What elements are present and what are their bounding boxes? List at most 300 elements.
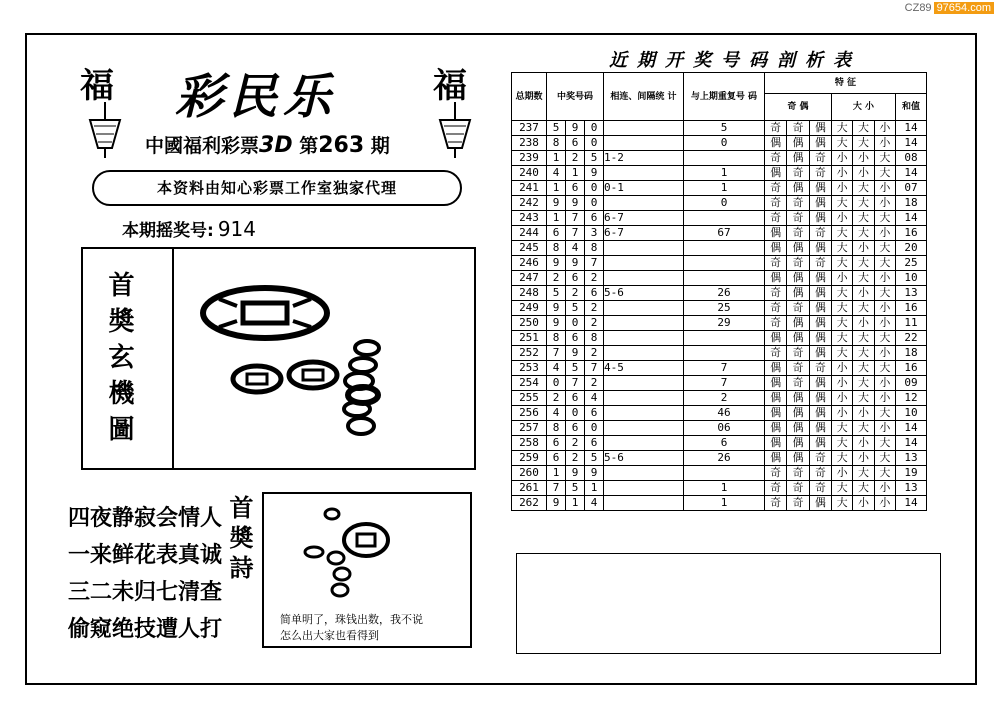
digit-cell: 7 — [566, 226, 585, 241]
odd-even-cell: 偶 — [809, 121, 831, 136]
hint-note: 简单明了，珠钱出数，我不说 怎么出大家也看得到 — [280, 613, 423, 642]
adjacent-cell: 6-7 — [604, 211, 684, 226]
issue-cell: 252 — [512, 346, 547, 361]
digit-cell: 4 — [585, 391, 604, 406]
table-row — [512, 256, 927, 271]
odd-even-cell: 偶 — [765, 421, 787, 436]
fu-right: 福 — [433, 66, 467, 106]
repeat-cell — [684, 331, 765, 346]
odd-even-cell: 奇 — [787, 211, 809, 226]
digit-cell: 1 — [585, 481, 604, 496]
digit-cell: 9 — [566, 346, 585, 361]
adjacent-cell: 0-1 — [604, 181, 684, 196]
issue-cell: 257 — [512, 421, 547, 436]
big-small-cell: 大 — [874, 466, 895, 481]
big-small-cell: 小 — [832, 376, 853, 391]
big-small-cell: 大 — [853, 301, 874, 316]
issue-cell: 246 — [512, 256, 547, 271]
odd-even-cell: 奇 — [765, 151, 787, 166]
table-row — [512, 376, 927, 391]
big-small-cell: 大 — [874, 331, 895, 346]
odd-even-cell: 奇 — [787, 226, 809, 241]
digit-cell: 3 — [585, 226, 604, 241]
digit-cell: 9 — [547, 316, 566, 331]
adjacent-cell — [604, 421, 684, 436]
draw-number-line: 本期摇奖号: 914 — [122, 217, 256, 241]
odd-even-cell: 偶 — [765, 376, 787, 391]
digit-cell: 7 — [566, 376, 585, 391]
repeat-cell — [684, 346, 765, 361]
digit-cell: 1 — [547, 211, 566, 226]
big-small-cell: 大 — [853, 256, 874, 271]
history-table — [511, 72, 927, 511]
firecracker-left-icon — [82, 102, 128, 158]
big-small-cell: 小 — [832, 166, 853, 181]
odd-even-cell: 偶 — [787, 136, 809, 151]
adjacent-cell — [604, 436, 684, 451]
digit-cell: 6 — [566, 136, 585, 151]
odd-even-cell: 偶 — [787, 316, 809, 331]
digit-cell: 0 — [566, 316, 585, 331]
sum-cell: 25 — [896, 256, 927, 271]
digit-cell: 1 — [547, 466, 566, 481]
col-number: 中奖号码 — [547, 73, 604, 121]
odd-even-cell: 奇 — [765, 256, 787, 271]
repeat-cell — [684, 241, 765, 256]
poem-label: 首奬詩 — [225, 495, 254, 585]
odd-even-cell: 奇 — [787, 361, 809, 376]
issue-cell: 255 — [512, 391, 547, 406]
repeat-cell: 7 — [684, 361, 765, 376]
sum-cell: 13 — [896, 481, 927, 496]
big-small-cell: 小 — [874, 196, 895, 211]
big-small-cell: 小 — [853, 241, 874, 256]
poem-line-4: 偷窥绝技遭人打 — [68, 617, 223, 642]
digit-cell: 2 — [566, 286, 585, 301]
digit-cell: 6 — [585, 406, 604, 421]
odd-even-cell: 偶 — [809, 346, 831, 361]
adjacent-cell — [604, 391, 684, 406]
table-title: 近期开奖号码剖析表 — [609, 50, 861, 71]
digit-cell: 5 — [566, 301, 585, 316]
sum-cell: 22 — [896, 331, 927, 346]
repeat-cell: 26 — [684, 286, 765, 301]
odd-even-cell: 偶 — [809, 331, 831, 346]
repeat-cell: 67 — [684, 226, 765, 241]
digit-cell: 9 — [585, 466, 604, 481]
big-small-cell: 大 — [853, 421, 874, 436]
odd-even-cell: 偶 — [765, 166, 787, 181]
odd-even-cell: 奇 — [809, 451, 831, 466]
big-small-cell: 小 — [853, 496, 874, 511]
odd-even-cell: 奇 — [765, 346, 787, 361]
puzzle-box — [81, 247, 476, 470]
adjacent-cell — [604, 121, 684, 136]
issue-cell: 249 — [512, 301, 547, 316]
big-small-cell: 大 — [853, 181, 874, 196]
big-small-cell: 大 — [874, 211, 895, 226]
digit-cell: 0 — [547, 376, 566, 391]
adjacent-cell — [604, 196, 684, 211]
issue-cell: 254 — [512, 376, 547, 391]
sum-cell: 14 — [896, 496, 927, 511]
digit-cell: 1 — [566, 166, 585, 181]
adjacent-cell: 6-7 — [604, 226, 684, 241]
issue-cell: 260 — [512, 466, 547, 481]
odd-even-cell: 偶 — [809, 406, 831, 421]
odd-even-cell: 偶 — [787, 436, 809, 451]
digit-cell: 2 — [585, 301, 604, 316]
sum-cell: 13 — [896, 286, 927, 301]
odd-even-cell: 偶 — [787, 181, 809, 196]
big-small-cell: 大 — [832, 136, 853, 151]
repeat-cell — [684, 151, 765, 166]
big-small-cell: 大 — [853, 271, 874, 286]
big-small-cell: 大 — [832, 421, 853, 436]
big-small-cell: 大 — [853, 121, 874, 136]
big-small-cell: 小 — [853, 286, 874, 301]
sum-cell: 14 — [896, 136, 927, 151]
odd-even-cell: 奇 — [809, 481, 831, 496]
digit-cell: 0 — [585, 121, 604, 136]
big-small-cell: 大 — [853, 196, 874, 211]
big-small-cell: 小 — [874, 271, 895, 286]
sum-cell: 10 — [896, 406, 927, 421]
digit-cell: 6 — [547, 226, 566, 241]
sum-cell: 09 — [896, 376, 927, 391]
odd-even-cell: 奇 — [765, 496, 787, 511]
issue-cell: 238 — [512, 136, 547, 151]
digit-cell: 6 — [585, 211, 604, 226]
sum-cell: 14 — [896, 166, 927, 181]
odd-even-cell: 奇 — [809, 361, 831, 376]
odd-even-cell: 偶 — [787, 421, 809, 436]
sum-cell: 14 — [896, 211, 927, 226]
big-small-cell: 小 — [832, 271, 853, 286]
big-small-cell: 小 — [874, 226, 895, 241]
table-row — [512, 316, 927, 331]
puzzle-divider — [172, 249, 174, 468]
sum-cell: 16 — [896, 361, 927, 376]
big-small-cell: 小 — [874, 301, 895, 316]
adjacent-cell — [604, 301, 684, 316]
hint-box — [262, 492, 472, 648]
big-small-cell: 大 — [874, 361, 895, 376]
digit-cell: 4 — [566, 241, 585, 256]
big-small-cell: 小 — [874, 121, 895, 136]
adjacent-cell — [604, 481, 684, 496]
odd-even-cell: 偶 — [787, 286, 809, 301]
digit-cell: 0 — [585, 181, 604, 196]
issue-cell: 259 — [512, 451, 547, 466]
big-small-cell: 大 — [853, 376, 874, 391]
odd-even-cell: 偶 — [765, 226, 787, 241]
sum-cell: 20 — [896, 241, 927, 256]
sum-cell: 10 — [896, 271, 927, 286]
odd-even-cell: 奇 — [765, 196, 787, 211]
big-small-cell: 大 — [832, 481, 853, 496]
big-small-cell: 小 — [853, 436, 874, 451]
col-big-small: 大 小 — [832, 94, 896, 121]
big-small-cell: 小 — [832, 391, 853, 406]
repeat-cell — [684, 256, 765, 271]
sum-cell: 18 — [896, 346, 927, 361]
adjacent-cell — [604, 376, 684, 391]
big-small-cell: 大 — [874, 241, 895, 256]
repeat-cell: 0 — [684, 136, 765, 151]
digit-cell: 4 — [547, 406, 566, 421]
adjacent-cell: 5-6 — [604, 451, 684, 466]
table-row — [512, 211, 927, 226]
poem-line-2: 一来鲜花表真诚 — [68, 543, 223, 568]
digit-cell: 8 — [547, 241, 566, 256]
sum-cell: 14 — [896, 436, 927, 451]
big-small-cell: 大 — [853, 466, 874, 481]
odd-even-cell: 奇 — [765, 121, 787, 136]
odd-even-cell: 偶 — [809, 316, 831, 331]
digit-cell: 9 — [566, 256, 585, 271]
big-small-cell: 大 — [853, 481, 874, 496]
big-small-cell: 小 — [874, 496, 895, 511]
big-small-cell: 大 — [832, 286, 853, 301]
odd-even-cell: 偶 — [809, 136, 831, 151]
big-small-cell: 大 — [853, 391, 874, 406]
odd-even-cell: 奇 — [809, 256, 831, 271]
big-small-cell: 大 — [853, 331, 874, 346]
odd-even-cell: 偶 — [809, 421, 831, 436]
digit-cell: 6 — [547, 436, 566, 451]
big-small-cell: 大 — [853, 211, 874, 226]
col-repeat: 与上期重复号 码 — [684, 73, 765, 121]
adjacent-cell — [604, 166, 684, 181]
issue-cell: 237 — [512, 121, 547, 136]
repeat-cell — [684, 466, 765, 481]
digit-cell: 8 — [547, 136, 566, 151]
digit-cell: 9 — [566, 466, 585, 481]
adjacent-cell: 1-2 — [604, 151, 684, 166]
odd-even-cell: 奇 — [787, 376, 809, 391]
coins-drawing — [175, 251, 473, 466]
big-small-cell: 大 — [832, 496, 853, 511]
repeat-cell — [684, 211, 765, 226]
col-issue: 总期数 — [512, 73, 547, 121]
big-small-cell: 小 — [853, 451, 874, 466]
table-row — [512, 241, 927, 256]
digit-cell: 9 — [566, 121, 585, 136]
odd-even-cell: 偶 — [809, 271, 831, 286]
repeat-cell: 5 — [684, 121, 765, 136]
big-small-cell: 小 — [874, 421, 895, 436]
odd-even-cell: 奇 — [809, 151, 831, 166]
issue-cell: 261 — [512, 481, 547, 496]
digit-cell: 5 — [566, 361, 585, 376]
big-small-cell: 大 — [832, 256, 853, 271]
issue-cell: 240 — [512, 166, 547, 181]
odd-even-cell: 奇 — [787, 256, 809, 271]
repeat-cell: 1 — [684, 496, 765, 511]
issue-cell: 258 — [512, 436, 547, 451]
digit-cell: 6 — [566, 271, 585, 286]
digit-cell: 4 — [547, 361, 566, 376]
odd-even-cell: 偶 — [765, 451, 787, 466]
adjacent-cell: 5-6 — [604, 286, 684, 301]
odd-even-cell: 奇 — [809, 466, 831, 481]
issue-cell: 245 — [512, 241, 547, 256]
table-row — [512, 196, 927, 211]
odd-even-cell: 偶 — [809, 196, 831, 211]
sum-cell: 14 — [896, 121, 927, 136]
odd-even-cell: 奇 — [787, 496, 809, 511]
repeat-cell: 26 — [684, 451, 765, 466]
big-small-cell: 小 — [874, 391, 895, 406]
big-small-cell: 小 — [874, 181, 895, 196]
big-small-cell: 大 — [832, 196, 853, 211]
big-small-cell: 小 — [832, 361, 853, 376]
digit-cell: 2 — [585, 346, 604, 361]
digit-cell: 5 — [566, 481, 585, 496]
digit-cell: 2 — [566, 151, 585, 166]
odd-even-cell: 奇 — [787, 346, 809, 361]
digit-cell: 4 — [585, 496, 604, 511]
odd-even-cell: 偶 — [809, 376, 831, 391]
digit-cell: 1 — [547, 181, 566, 196]
notice-pill: 本资料由知心彩票工作室独家代理 — [92, 170, 462, 206]
big-small-cell: 大 — [853, 226, 874, 241]
digit-cell: 7 — [547, 346, 566, 361]
big-small-cell: 小 — [874, 136, 895, 151]
adjacent-cell — [604, 466, 684, 481]
issue-cell: 239 — [512, 151, 547, 166]
sum-cell: 14 — [896, 421, 927, 436]
issue-cell: 253 — [512, 361, 547, 376]
odd-even-cell: 奇 — [787, 166, 809, 181]
big-small-cell: 小 — [874, 376, 895, 391]
digit-cell: 5 — [547, 121, 566, 136]
table-row — [512, 181, 927, 196]
digit-cell: 7 — [547, 481, 566, 496]
table-row — [512, 346, 927, 361]
odd-even-cell: 偶 — [809, 496, 831, 511]
big-small-cell: 小 — [853, 316, 874, 331]
odd-even-cell: 偶 — [765, 271, 787, 286]
digit-cell: 7 — [566, 211, 585, 226]
odd-even-cell: 偶 — [765, 361, 787, 376]
odd-even-cell: 奇 — [809, 226, 831, 241]
big-small-cell: 大 — [832, 331, 853, 346]
odd-even-cell: 奇 — [765, 301, 787, 316]
odd-even-cell: 偶 — [787, 241, 809, 256]
big-small-cell: 小 — [832, 211, 853, 226]
fu-left: 福 — [80, 66, 114, 106]
repeat-cell: 7 — [684, 376, 765, 391]
adjacent-cell — [604, 496, 684, 511]
poem-lines — [68, 500, 222, 648]
digit-cell: 6 — [566, 181, 585, 196]
odd-even-cell: 奇 — [765, 316, 787, 331]
digit-cell: 9 — [585, 166, 604, 181]
table-row — [512, 391, 927, 406]
table-row — [512, 166, 927, 181]
big-small-cell: 小 — [874, 346, 895, 361]
odd-even-cell: 偶 — [809, 391, 831, 406]
table-row — [512, 406, 927, 421]
digit-cell: 6 — [566, 331, 585, 346]
adjacent-cell — [604, 331, 684, 346]
sum-cell: 16 — [896, 301, 927, 316]
repeat-cell: 2 — [684, 391, 765, 406]
hint-coins-drawing — [292, 502, 432, 612]
big-small-cell: 大 — [832, 241, 853, 256]
subtitle: 中國福利彩票3D 第263 期 — [145, 133, 390, 158]
digit-cell: 6 — [566, 421, 585, 436]
adjacent-cell — [604, 256, 684, 271]
repeat-cell: 29 — [684, 316, 765, 331]
table-row — [512, 121, 927, 136]
repeat-cell — [684, 271, 765, 286]
odd-even-cell: 偶 — [765, 406, 787, 421]
big-small-cell: 小 — [874, 316, 895, 331]
issue-cell: 241 — [512, 181, 547, 196]
issue-cell: 251 — [512, 331, 547, 346]
poem-line-1: 四夜静寂会情人 — [68, 506, 223, 531]
big-small-cell: 大 — [874, 286, 895, 301]
digit-cell: 8 — [585, 331, 604, 346]
watermark: CZ89 97654.com — [905, 2, 994, 14]
issue-cell: 262 — [512, 496, 547, 511]
big-small-cell: 大 — [874, 406, 895, 421]
puzzle-label: 首奬玄機圖 — [104, 271, 134, 451]
adjacent-cell — [604, 136, 684, 151]
big-small-cell: 大 — [874, 256, 895, 271]
odd-even-cell: 奇 — [787, 481, 809, 496]
digit-cell: 8 — [547, 421, 566, 436]
issue-cell: 250 — [512, 316, 547, 331]
digit-cell: 0 — [585, 421, 604, 436]
big-small-cell: 大 — [832, 436, 853, 451]
big-small-cell: 大 — [874, 451, 895, 466]
odd-even-cell: 偶 — [787, 151, 809, 166]
odd-even-cell: 奇 — [787, 121, 809, 136]
empty-box — [516, 553, 941, 654]
sum-cell: 11 — [896, 316, 927, 331]
odd-even-cell: 偶 — [787, 406, 809, 421]
table-row — [512, 496, 927, 511]
table-row — [512, 151, 927, 166]
digit-cell: 4 — [547, 166, 566, 181]
digit-cell: 1 — [566, 496, 585, 511]
digit-cell: 2 — [547, 271, 566, 286]
big-small-cell: 小 — [853, 151, 874, 166]
digit-cell: 2 — [585, 271, 604, 286]
odd-even-cell: 奇 — [765, 466, 787, 481]
issue-cell: 256 — [512, 406, 547, 421]
digit-cell: 2 — [566, 436, 585, 451]
big-small-cell: 小 — [853, 406, 874, 421]
repeat-cell: 1 — [684, 166, 765, 181]
odd-even-cell: 奇 — [809, 166, 831, 181]
firecracker-right-icon — [432, 102, 478, 158]
digit-cell: 6 — [585, 436, 604, 451]
repeat-cell: 06 — [684, 421, 765, 436]
repeat-cell: 6 — [684, 436, 765, 451]
big-small-cell: 小 — [832, 151, 853, 166]
digit-cell: 6 — [566, 391, 585, 406]
table-row — [512, 481, 927, 496]
odd-even-cell: 偶 — [765, 436, 787, 451]
adjacent-cell — [604, 406, 684, 421]
big-small-cell: 小 — [874, 481, 895, 496]
table-row — [512, 361, 927, 376]
